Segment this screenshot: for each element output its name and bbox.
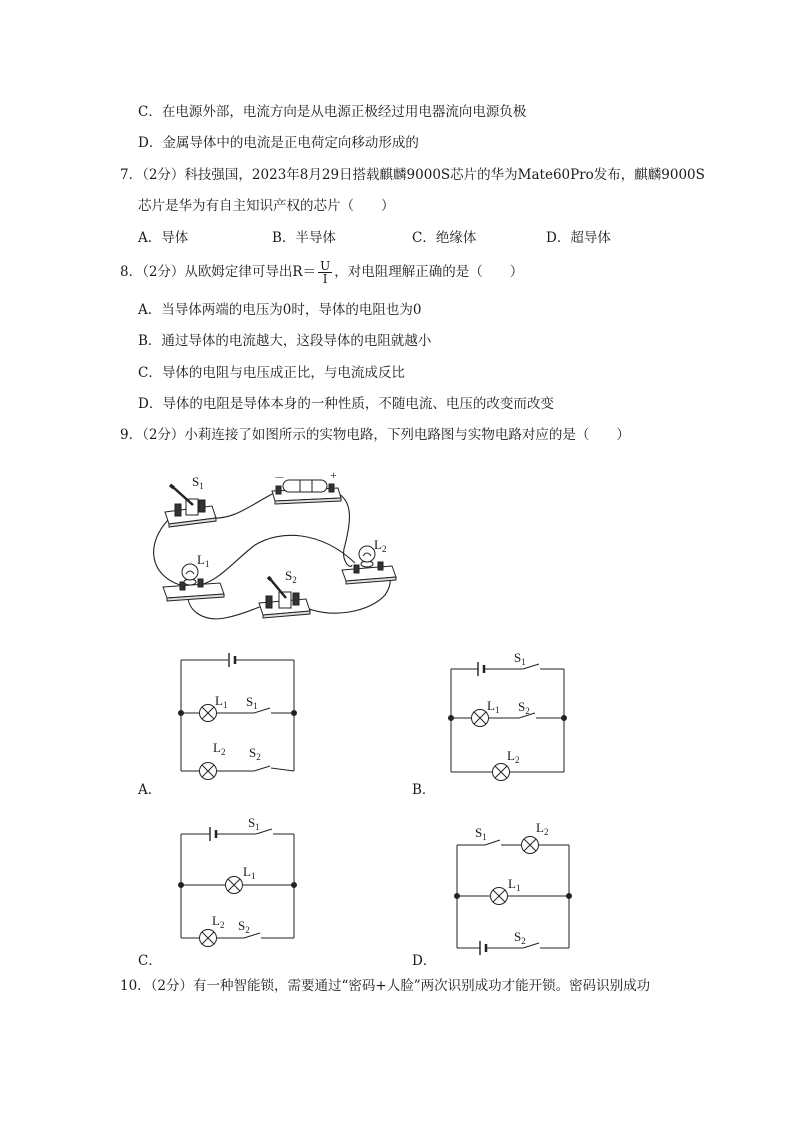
q8-option-a: A．当导体两端的电压为0时，导体的电阻也为0 xyxy=(138,302,422,318)
s2-switch-device xyxy=(259,577,310,618)
s2-label: $S_2$ xyxy=(285,568,297,585)
q6-option-d: D．金属导体中的电流是正电荷定向移动形成的 xyxy=(138,135,419,151)
q8-option-d: D．导体的电阻是导体本身的一种性质，不随电流、电压的改变而改变 xyxy=(138,396,554,412)
q6-option-c: C．在电源外部，电流方向是从电源正极经过用电器流向电源负极 xyxy=(138,104,527,120)
option-c-l1-label: $L_1$ xyxy=(243,864,256,881)
battery-plus-label: + xyxy=(330,468,337,482)
s1-switch-device xyxy=(165,485,216,527)
option-a-l2-label: $L_2$ xyxy=(213,740,226,757)
l1-label: $L_1$ xyxy=(197,552,210,569)
battery-minus-label: － xyxy=(274,472,285,484)
q9-stem: 9．（2分）小莉连接了如图所示的实物电路，下列电路图与实物电路对应的是（ ） xyxy=(120,427,630,443)
l1-lamp-device xyxy=(163,564,224,601)
option-d-l2-label: $L_2$ xyxy=(536,820,549,837)
option-c-s1-label: $S_1$ xyxy=(248,815,260,832)
option-a-l1-label: $L_1$ xyxy=(215,693,228,710)
q7-stem-line1: 7．（2分）科技强国，2023年8月29日搭载麒麟9000S芯片的华为Mate60Pro发布，麒麟9000S xyxy=(120,167,705,183)
option-c-l2-label: $L_2$ xyxy=(212,913,225,930)
fraction-numerator: U xyxy=(320,259,331,273)
q8-option-c: C．导体的电阻与电压成正比，与电流成反比 xyxy=(138,365,405,381)
option-c-caption[interactable]: C． xyxy=(138,953,162,969)
q7-option-a: A．导体 xyxy=(138,230,189,246)
q8-option-b: B．通过导体的电流越大，这段导体的电阻就越小 xyxy=(138,333,432,349)
option-a-s2-label: $S_2$ xyxy=(249,745,261,762)
q7-option-b: B．半导体 xyxy=(272,230,336,246)
option-d-caption[interactable]: D． xyxy=(412,953,437,969)
option-d-l1-label: $L_1$ xyxy=(508,876,521,893)
q8-stem-pre: 8．（2分）从欧姆定律可导出R＝ xyxy=(120,264,317,280)
option-b-caption[interactable]: B． xyxy=(412,782,436,798)
option-b-l2-label: $L_2$ xyxy=(507,748,520,765)
q7-option-c: C．绝缘体 xyxy=(412,230,477,246)
q8-stem-post: ，对电阻理解正确的是（ ） xyxy=(334,264,524,280)
option-d-s1-label: $S_1$ xyxy=(475,825,487,842)
option-a-s1-label: $S_1$ xyxy=(246,694,258,711)
option-d-circuit xyxy=(455,837,572,956)
option-b-s2-label: $S_2$ xyxy=(518,699,530,716)
q7-stem-line2: 芯片是华为有自主知识产权的芯片（ ） xyxy=(138,198,395,214)
option-a-caption[interactable]: A． xyxy=(138,782,162,798)
q7-option-d: D．超导体 xyxy=(546,230,611,246)
option-a-circuit xyxy=(179,653,297,780)
fraction-denominator: I xyxy=(322,272,328,286)
q10-stem: 10．（2分）有一种智能锁，需要通过“密码+人脸”两次识别成功才能开锁。密码识别成功 xyxy=(120,978,651,994)
l2-lamp-device xyxy=(342,546,396,584)
option-d-s2-label: $S_2$ xyxy=(514,929,526,946)
s1-label: $S_1$ xyxy=(192,474,204,491)
l2-label: $L_2$ xyxy=(374,537,387,554)
option-c-s2-label: $S_2$ xyxy=(238,918,250,935)
option-b-l1-label: $L_1$ xyxy=(487,698,500,715)
option-b-s1-label: $S_1$ xyxy=(514,650,526,667)
